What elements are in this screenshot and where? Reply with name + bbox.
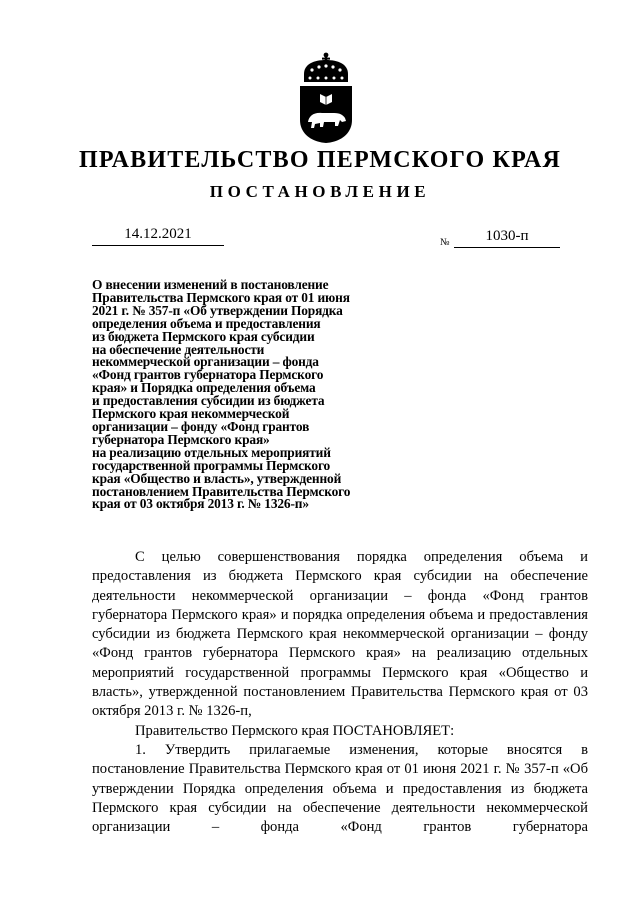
subject-line: края» и Порядка определения объема [92,380,316,396]
document-date: 14.12.2021 [92,226,224,246]
subject-line: на обеспечение деятельности [92,341,265,357]
subject-line: на реализацию отдельных мероприятий [92,444,331,460]
coat-of-arms-icon [296,52,356,144]
subject-line: 2021 г. № 357-п «Об утверждении Порядка [92,302,343,318]
document-number: 1030-п [454,228,560,248]
number-sign: № [440,237,450,248]
government-title: ПРАВИТЕЛЬСТВО ПЕРМСКОГО КРАЯ [78,147,562,173]
preamble-paragraph: С целью совершенствования порядка определения объема и предоставления из бюджета Пермского края субсидии на обеспечение деятельности некоммерческой организации – фонда «Фонд грантов губернатора Пермского края» и порядка определения объема и предоставления субсидии из бюджета Пермского края некоммерческой организации – фонду «Фонд грантов губернатора Пермского края» на реализацию отдельных мероприятий государственной программы Пермского края «Общество и власть», утвержденной постановлением Правительства Пермского края от 03 октября 2013 г. № 1326-п, [92,549,588,720]
subject-line: края от 03 октября 2013 г. № 1326-п» [92,496,309,512]
subject-line: Правительства Пермского края от 01 июня [92,289,350,305]
subject-line: края «Общество и власть», утвержденной [92,470,342,486]
resolution-paragraph: Правительство Пермского края ПОСТАНОВЛЯЕТ: [135,722,455,739]
subject-line: определения объема и предоставления [92,315,321,331]
subject-line: Пермского края некоммерческой [92,406,290,422]
subject-line: губернатора Пермского края» [92,431,270,447]
document-type: ПОСТАНОВЛЕНИЕ [209,182,431,201]
subject-line: О внесении изменений в постановление [92,277,329,292]
subject-line: некоммерческой организации – фонда [92,354,319,370]
document-number-field [440,226,560,248]
subject-line: государственной программы Пермского [92,457,331,473]
subject-line: «Фонд грантов губернатора Пермского [92,367,324,383]
document-body [92,548,588,857]
subject-line: постановлением Правительства Пермского [92,483,351,499]
subject-line: из бюджета Пермского края субсидии [92,328,315,344]
subject-line: и предоставления субсидии из бюджета [92,393,325,409]
document-subject [92,279,432,511]
subject-line: организации – фонду «Фонд грантов [92,418,310,434]
clause-1-paragraph: 1. Утвердить прилагаемые изменения, которые вносятся в постановление Правительства Пермского края от 01 июня 2021 г. № 357-п «Об утверждении Порядка определения объема и предоставления из бюджета Пермского края субсидии на обеспечение деятельности некоммерческой организации – фонда «Фонд грантов губернатора [92,741,588,836]
